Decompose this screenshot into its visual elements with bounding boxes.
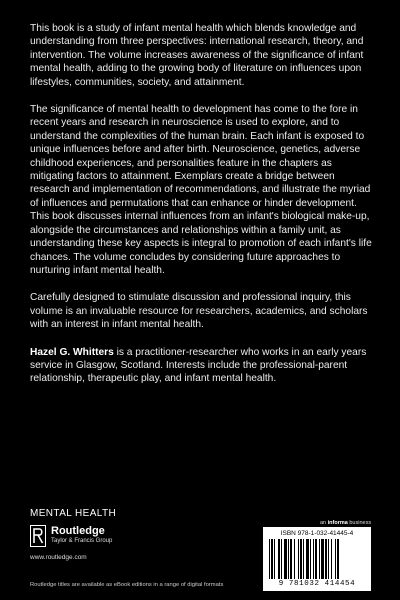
subject-category: MENTAL HEALTH [30, 508, 117, 519]
routledge-logo-icon [30, 525, 46, 547]
ebook-footnote: Routledge titles are available as eBook editions in a range of digital formats [30, 582, 224, 588]
author-name: Hazel G. Whitters [30, 346, 114, 358]
publisher-website: www.routledge.com [30, 554, 87, 561]
publisher-block [30, 525, 112, 547]
blurb-paragraph-1: This book is a study of infant mental health which blends knowledge and understanding from three perspectives: international research, theory, and intervention. The volume increases awareness of the significance of infant mental health, adding to the growing body of literature on influences upon lifestyles, communities, society, and attainment. [30, 23, 364, 88]
isbn-label: ISBN 978-1-032-41445-4 [280, 530, 354, 537]
blurb-paragraph-2: The significance of mental health to development has come to the fore in recent years and research in neuroscience is used to explore, and to understand the complexities of the human brain. Each infant is exposed to unique influences before and after birth. Neuroscience, genetics, adverse childhood experiences, and personalities feature in the chapters as mitigating factors to attainment. Exemplars create a bridge between research and implementation of recommendations, and illustrate the myriad of influences and permutations that can enhance or hinder development. This book discusses internal influences from an infant's biological make-up, alongside the circumstances and relationships within a family unit, as understanding these key aspects is integral to promotion of each infant's life chances. The volume concludes by considering future approaches to nurturing infant mental health. [30, 104, 372, 276]
informa-business-label [320, 520, 371, 526]
barcode-digits: 9 781032 414454 [278, 580, 356, 588]
barcode-bars [269, 539, 365, 579]
informa-suffix: business [347, 520, 372, 526]
publisher-group: Taylor & Francis Group [51, 538, 113, 544]
isbn-barcode [263, 527, 371, 591]
author-bio-text: is a practitioner-researcher who works in an early years service in Glasgow, Scotland. Interests include the professional-parent relationship, therapeutic play, and infant mental health. [30, 346, 367, 385]
publisher-name: Routledge [51, 525, 105, 537]
back-cover-blurb [30, 22, 374, 400]
informa-prefix: an [320, 520, 328, 526]
informa-brand: informa [327, 520, 348, 526]
author-bio [30, 346, 374, 386]
blurb-paragraph-3: Carefully designed to stimulate discussion and professional inquiry, this volume is an invaluable resource for researchers, academics, and scholars with an interest in infant mental health. [30, 292, 368, 331]
